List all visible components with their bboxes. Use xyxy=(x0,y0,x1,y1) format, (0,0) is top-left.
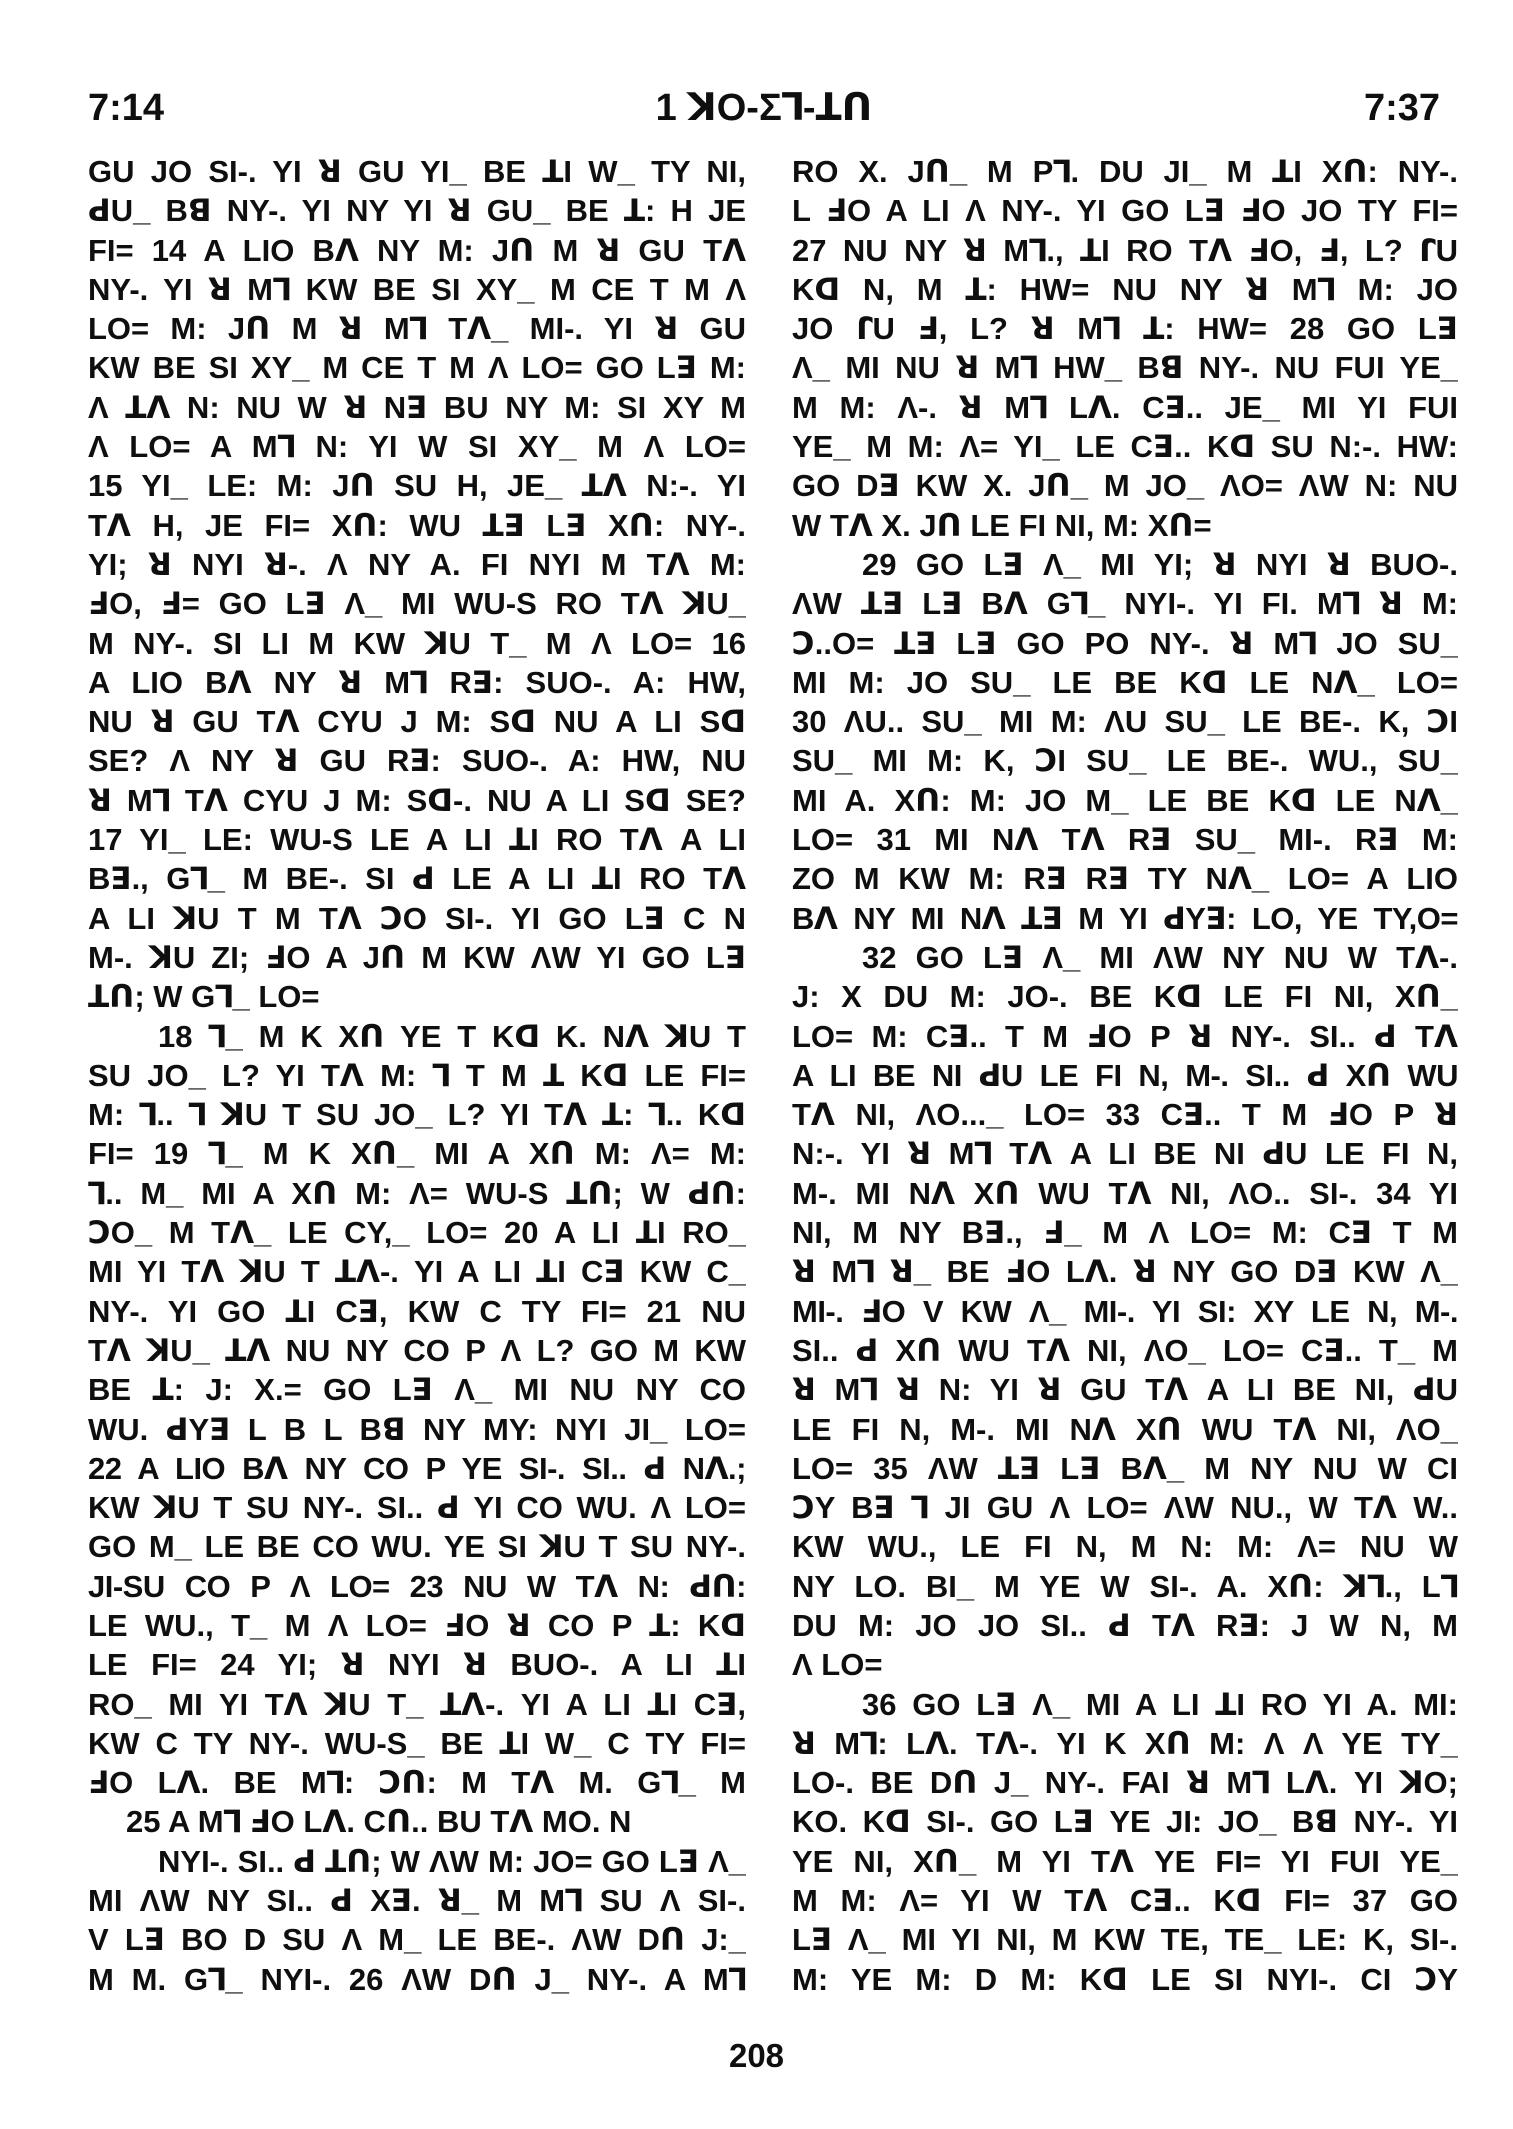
text-line: SU JO_ L? YI Tꓥ M: ꓶ T M ꓕ Kꓷ LE FI= xyxy=(88,1057,746,1093)
text-line: Lꓱ Ʌ_ MI YI NI, M KW TE, TE_ LE: K, SI-. xyxy=(792,1922,1458,1958)
running-header xyxy=(88,78,1440,138)
text-line: RO X. Jꓵ_ M Pꓶ. DU JI_ M ꓕI Xꓵ: NY-. xyxy=(792,154,1458,189)
text-line: LE WU., T_ M Ʌ LO= ꓞO ꓤ CO P ꓕ: Kꓷ xyxy=(88,1607,746,1643)
text-line: N:-. YI ꓤ Mꓶ Tꓥ A LI BE NI ꓒU LE FI N, xyxy=(792,1136,1458,1172)
text-line: 32 GO Lꓱ Ʌ_ MI ɅW NY NU W Tꓥ-. xyxy=(862,939,1458,975)
text-line: M-. MI Nꓥ Xꓵ WU Tꓥ NI, ɅO.. SI-. 34 YI xyxy=(792,1175,1458,1211)
text-line: KW BE SI XY_ M CE T M Ʌ LO= GO Lꓱ M: xyxy=(88,350,746,386)
text-line: LO= M: Jꓵ M ꓤ Mꓶ Tꓥ_ MI-. YI ꓤ GU xyxy=(88,311,746,347)
text-line: MI M: JO SU_ LE BE Kꓷ LE Nꓥ_ LO= xyxy=(792,664,1458,700)
text-line: M: YE M: D M: Kꓷ LE SI NYI-. CI ꓛY xyxy=(792,1961,1458,1997)
text-line: M: ꓶ.. ꓶ ꓘU T SU JO_ L? YI Tꓥ ꓕ: ꓶ.. Kꓷ xyxy=(88,1097,746,1133)
text-line: Bꓥ NY MI Nꓥ ꓕꓱ M YI ꓒYꓱ: LO, YE TY,O= xyxy=(792,900,1458,936)
text-line: Ʌ LO= xyxy=(792,1647,883,1683)
text-line: GO Dꓱ KW X. Jꓵ_ M JO_ ɅO= ɅW N: NU xyxy=(792,468,1458,504)
text-line: 36 GO Lꓱ Ʌ_ MI A LI ꓕI RO YI A. MI: xyxy=(862,1686,1458,1722)
text-line: W Tꓥ X. Jꓵ LE FI NI, M: Xꓵ= xyxy=(792,507,1212,543)
text-line: LO= 31 MI Nꓥ Tꓥ Rꓱ SU_ MI-. Rꓱ M: xyxy=(792,822,1458,858)
text-line: GU JO SI-. YI ꓤ GU YI_ BE ꓕI W_ TY NI, xyxy=(88,154,746,189)
text-line: L ꓞO A LI Ʌ NY-. YI GO Lꓱ ꓞO JO TY FI= xyxy=(792,193,1458,229)
text-line: 15 YI_ LE: M: Jꓵ SU H, JE_ ꓕꓥ N:-. YI xyxy=(88,468,746,504)
text-line: ꓛ..O= ꓕꓱ Lꓱ GO PO NY-. ꓤ Mꓶ JO SU_ xyxy=(792,625,1458,661)
text-line: Bꓱ., Gꓶ_ M BE-. SI ꓒ LE A LI ꓕI RO Tꓥ xyxy=(88,861,746,897)
text-line: 27 NU NY ꓤ Mꓶ., ꓕI RO Tꓥ ꓞO, ꓞ, L? ꓩU xyxy=(792,232,1458,268)
text-line: NYI-. SI.. ꓒ ꓕꓵ; W ɅW M: JO= GO Lꓱ Ʌ_ xyxy=(158,1843,746,1879)
page-number: 208 xyxy=(728,2037,785,2074)
text-line: ꓤ Mꓶ Tꓥ CYU J M: Sꓷ-. NU A LI Sꓷ SE? xyxy=(88,782,746,818)
text-line: MI YI Tꓥ ꓘU T ꓕꓥ-. YI A LI ꓕI Cꓱ KW C_ xyxy=(88,1254,746,1290)
text-line: NY LO. BI_ M YE W SI-. A. Xꓵ: ꓘꓶ., Lꓶ xyxy=(792,1568,1458,1604)
text-line: ꓶ.. M_ MI A Xꓵ M: Ʌ= WU-S ꓕꓵ; W ꓒꓵ: xyxy=(88,1175,746,1211)
text-line: ꓒU_ Bꓭ NY-. YI NY YI ꓤ GU_ BE ꓕ: H JE xyxy=(88,193,746,229)
text-line: ꓤ Mꓶ ꓤ_ BE ꓞO Lꓥ. ꓤ NY GO Dꓱ KW Ʌ_ xyxy=(792,1254,1458,1290)
text-line: LE FI= 24 YI; ꓤ NYI ꓤ BUO-. A LI ꓕI xyxy=(88,1647,746,1683)
text-line: WU. ꓒYꓱ L B L Bꓭ NY MY: NYI JI_ LO= xyxy=(88,1411,746,1447)
text-line: M NY-. SI LI M KW ꓘU T_ M Ʌ LO= 16 xyxy=(88,625,746,661)
text-line: NU ꓤ GU Tꓥ CYU J M: Sꓷ NU A LI Sꓷ xyxy=(88,704,746,740)
text-line: 30 ɅU.. SU_ MI M: ɅU SU_ LE BE-. K, ꓛI xyxy=(792,704,1458,740)
text-line: A LI ꓘU T M Tꓥ ꓛO SI-. YI GO Lꓱ C N xyxy=(88,900,746,936)
text-line: MI A. Xꓵ: M: JO M_ LE BE Kꓷ LE Nꓥ_ xyxy=(792,782,1458,818)
book-title: 1 ꓘO-Ʃꓶ-ꓕꓵ xyxy=(655,87,873,129)
text-line: M-. ꓘU ZI; ꓞO A Jꓵ M KW ɅW YI GO Lꓱ xyxy=(88,939,746,975)
chapter-verse-end: 7:37 xyxy=(1363,87,1440,129)
text-line: M M: Ʌ-. ꓤ Mꓶ Lꓥ. Cꓱ.. JE_ MI YI FUI xyxy=(792,389,1458,425)
text-line: Ʌ ꓕꓥ N: NU W ꓤ Nꓱ BU NY M: SI XY M xyxy=(88,389,746,425)
text-line: YI; ꓤ NYI ꓤ-. Ʌ NY A. FI NYI M Tꓥ M: xyxy=(88,546,746,582)
text-line: ꓤ Mꓶ ꓤ N: YI ꓤ GU Tꓥ A LI BE NI, ꓒU xyxy=(792,1372,1458,1408)
text-line: YE NI, Xꓵ_ M YI Tꓥ YE FI= YI FUI YE_ xyxy=(792,1843,1458,1879)
text-line: ꓞO, ꓞ= GO Lꓱ Ʌ_ MI WU-S RO Tꓥ ꓘU_ xyxy=(88,586,746,622)
text-line: ꓞO Lꓥ. BE Mꓶ: ꓛꓵ: M Tꓥ M. Gꓶ_ M xyxy=(88,1765,746,1801)
text-line: J: X DU M: JO-. BE Kꓷ LE FI NI, Xꓵ_ xyxy=(792,979,1458,1015)
text-line: MI-. ꓞO V KW Ʌ_ MI-. YI SI: XY LE N, M-. xyxy=(792,1293,1458,1329)
section-heading: 25 A Mꓶ ꓞO Lꓥ. Cꓵ.. BU Tꓥ MO. N xyxy=(126,1804,632,1840)
text-line: KW ꓘU T SU NY-. SI.. ꓒ YI CO WU. Ʌ LO= xyxy=(88,1490,746,1526)
text-line: SI.. ꓒ Xꓵ WU Tꓥ NI, ɅO_ LO= Cꓱ.. T_ M xyxy=(792,1332,1458,1368)
text-line: MI ɅW NY SI.. ꓒ Xꓱ. ꓤ_ M Mꓶ SU Ʌ SI-. xyxy=(88,1883,746,1919)
text-line: ɅW ꓕꓱ Lꓱ Bꓥ Gꓶ_ NYI-. YI FI. Mꓶ ꓤ M: xyxy=(792,586,1458,622)
right-text-column xyxy=(792,152,1458,1999)
text-line: Kꓷ N, M ꓕ: HW= NU NY ꓤ Mꓶ M: JO xyxy=(792,271,1458,307)
text-line: NI, M NY Bꓱ., ꓞ_ M Ʌ LO= M: Cꓱ T M xyxy=(792,1215,1458,1251)
text-line: 22 A LIO Bꓥ NY CO P YE SI-. SI.. ꓒ Nꓥ.; xyxy=(88,1450,746,1486)
text-line: JO ꓩU ꓞ, L? ꓤ Mꓶ ꓕ: HW= 28 GO Lꓱ xyxy=(792,311,1458,347)
text-line: ꓛO_ M Tꓥ_ LE CY,_ LO= 20 A LI ꓕI RO_ xyxy=(88,1215,746,1251)
text-line: NY-. YI ꓤ Mꓶ KW BE SI XY_ M CE T M Ʌ xyxy=(88,271,746,307)
text-line: LO= 35 ɅW ꓕꓱ Lꓱ Bꓥ_ M NY NU W CI xyxy=(792,1450,1458,1486)
text-line: GO M_ LE BE CO WU. YE SI ꓘU T SU NY-. xyxy=(88,1529,746,1565)
text-line: SU_ MI M: K, ꓛI SU_ LE BE-. WU., SU_ xyxy=(792,743,1458,779)
text-line: DU M: JO JO SI.. ꓒ Tꓥ Rꓱ: J W N, M xyxy=(792,1607,1458,1643)
text-line: Ʌ_ MI NU ꓤ Mꓶ HW_ Bꓭ NY-. NU FUI YE_ xyxy=(792,350,1458,386)
chapter-verse-start: 7:14 xyxy=(88,87,165,129)
text-line: NY-. YI GO ꓕI Cꓱ, KW C TY FI= 21 NU xyxy=(88,1293,746,1329)
left-text-column xyxy=(88,152,746,1999)
text-line: BE ꓕ: J: X.= GO Lꓱ Ʌ_ MI NU NY CO xyxy=(88,1372,746,1408)
text-line: FI= 19 ꓶ_ M K Xꓵ_ MI A Xꓵ M: Ʌ= M: xyxy=(88,1136,746,1172)
text-line: ꓛY Bꓱ ꓶ JI GU Ʌ LO= ɅW NU., W Tꓥ W.. xyxy=(792,1490,1458,1526)
text-line: Tꓥ H, JE FI= Xꓵ: WU ꓕꓱ Lꓱ Xꓵ: NY-. xyxy=(88,507,746,543)
text-line: LO-. BE Dꓵ J_ NY-. FAI ꓤ Mꓶ Lꓥ. YI ꓘO; xyxy=(792,1765,1458,1801)
text-line: 17 YI_ LE: WU-S LE A LI ꓕI RO Tꓥ A LI xyxy=(88,822,746,858)
text-line: KW WU., LE FI N, M N: M: Ʌ= NU W xyxy=(792,1529,1458,1565)
text-line: KW C TY NY-. WU-S_ BE ꓕI W_ C TY FI= xyxy=(88,1725,746,1761)
text-line: 18 ꓶ_ M K Xꓵ YE T Kꓷ K. Nꓥ ꓘU T xyxy=(158,1018,746,1054)
text-line: RO_ MI YI Tꓥ ꓘU T_ ꓕꓥ-. YI A LI ꓕI Cꓱ, xyxy=(88,1686,746,1722)
text-line: Ʌ LO= A Mꓶ N: YI W SI XY_ M Ʌ LO= xyxy=(88,429,746,465)
text-line: Tꓥ ꓘU_ ꓕꓥ NU NY CO P Ʌ L? GO M KW xyxy=(88,1332,746,1368)
text-line: LE FI N, M-. MI Nꓥ Xꓵ WU Tꓥ NI, ɅO_ xyxy=(792,1411,1458,1447)
text-line: A LIO Bꓥ NY ꓤ Mꓶ Rꓱ: SUO-. A: HW, xyxy=(88,664,746,700)
text-line: V Lꓱ BO D SU Ʌ M_ LE BE-. ɅW Dꓵ J:_ xyxy=(88,1922,746,1958)
text-line: ZO M KW M: Rꓱ Rꓱ TY Nꓥ_ LO= A LIO xyxy=(792,861,1458,897)
text-line: A LI BE NI ꓒU LE FI N, M-. SI.. ꓒ Xꓵ WU xyxy=(792,1057,1458,1093)
text-line: YE_ M M: Ʌ= YI_ LE Cꓱ.. Kꓷ SU N:-. HW: xyxy=(792,429,1458,465)
text-line: M M: Ʌ= YI W Tꓥ Cꓱ.. Kꓷ FI= 37 GO xyxy=(792,1883,1458,1919)
text-line: M M. Gꓶ_ NYI-. 26 ɅW Dꓵ J_ NY-. A Mꓶ xyxy=(88,1961,746,1997)
text-line: 29 GO Lꓱ Ʌ_ MI YI; ꓤ NYI ꓤ BUO-. xyxy=(862,546,1458,582)
text-line: Tꓥ NI, ɅO..._ LO= 33 Cꓱ.. T M ꓞO P ꓤ xyxy=(792,1097,1458,1133)
text-line: FI= 14 A LIO Bꓥ NY M: Jꓵ M ꓤ GU Tꓥ xyxy=(88,232,746,268)
text-line: JI-SU CO P Ʌ LO= 23 NU W Tꓥ N: ꓒꓵ: xyxy=(88,1568,746,1604)
text-line: LO= M: Cꓱ.. T M ꓞO P ꓤ NY-. SI.. ꓒ Tꓥ xyxy=(792,1018,1458,1054)
text-line: ꓕꓵ; W Gꓶ_ LO= xyxy=(88,979,320,1015)
text-line: ꓤ Mꓶ: Lꓥ. Tꓥ-. YI K Xꓵ M: Ʌ Ʌ YE TY_ xyxy=(792,1725,1458,1761)
text-line: KO. Kꓷ SI-. GO Lꓱ YE JI: JO_ Bꓭ NY-. YI xyxy=(792,1804,1458,1840)
text-line: SE? Ʌ NY ꓤ GU Rꓱ: SUO-. A: HW, NU xyxy=(88,743,746,779)
